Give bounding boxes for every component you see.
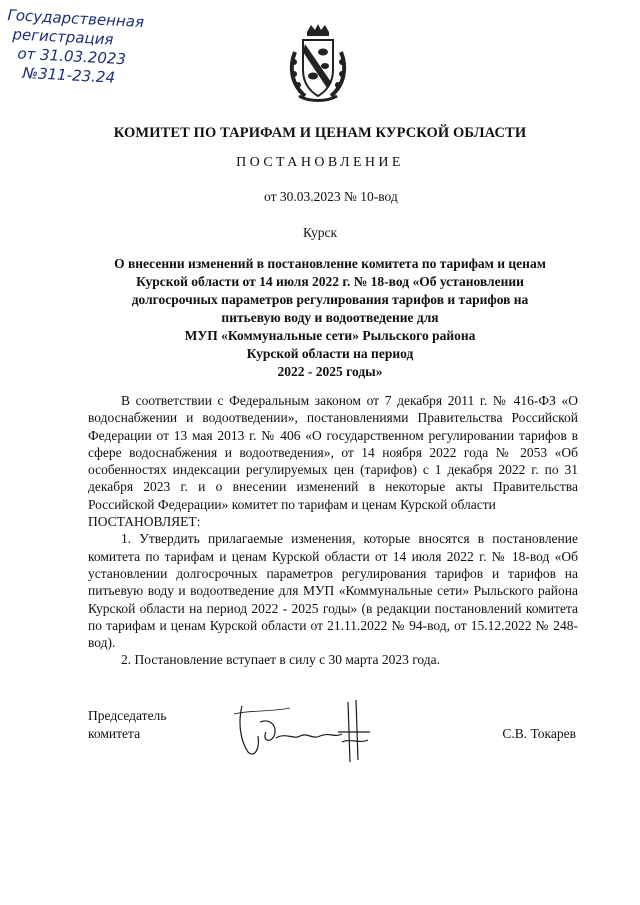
resolution-item-1: 1. Утвердить прилагаемые изменения, которые вносятся в постановление комитета по тарифам и ценам Курской области от 14 июля 2022 г. № 18-вод «Об установлении долгосрочных параметров регулирования тарифов и тарифов на питьевую воду и водоотведение для МУП «Коммунальные сети» Рыльского района Курской области на период 2022 - 2025 годы» (в редакции постановлений комитета по тарифам и ценам Курской области от 21.11.2022 № 94-вод, от 15.12.2022 № 248-вод). [88, 531, 578, 651]
organization-name: КОМИТЕТ ПО ТАРИФАМ И ЦЕНАМ КУРСКОЙ ОБЛАСТИ [113, 125, 527, 141]
document-city: Курск [302, 225, 338, 240]
document-date-number: от 30.03.2023 № 10-вод [264, 189, 398, 204]
title-line: Курской области на период [246, 346, 414, 361]
title-line: 2022 - 2025 годы» [277, 364, 383, 379]
title-line: питьевую воду и водоотведение для [221, 310, 439, 325]
title-line: Курской области от 14 июля 2022 г. № 18-вод «Об установлении [136, 274, 524, 289]
preamble-paragraph: В соответствии с Федеральным законом от 7 декабря 2011 г. № 416-ФЗ «О водоснабжении и водоотведении», постановлениями Правительства Российской Федерации от 13 мая 2013 г. № 406 «О государственном регулировании тарифов в сфере водоснабжения и водоотведения», от 14 ноября 2022 года № 2053 «Об особенностях индексации регулируемых цен (тарифов) с 1 декабря 2022 г. по 31 декабря 2023 г. и о внесении изменений в некоторые акты Правительства Российской Федерации» комитет по тарифам и ценам Курской области [88, 393, 578, 512]
title-line: МУП «Коммунальные сети» Рыльского района [184, 328, 476, 343]
title-line: долгосрочных параметров регулирования тарифов и тарифов на [131, 292, 529, 307]
title-line: О внесении изменений в постановление комитета по тарифам и ценам [114, 256, 546, 271]
position-line: Председатель [88, 708, 167, 723]
document-body [88, 392, 578, 669]
resolution-item-2: 2. Постановление вступает в силу с 30 марта 2023 года. [121, 652, 441, 668]
signatory-position [88, 707, 166, 743]
document-type: ПОСТАНОВЛЕНИЕ [236, 155, 404, 170]
position-line: комитета [88, 726, 141, 741]
resolves-heading: ПОСТАНОВЛЯЕТ: [88, 514, 201, 530]
stamp-line: Государственная [7, 6, 145, 32]
document-title [80, 255, 580, 381]
signature-block [88, 707, 578, 767]
signatory-name: С.В. Токарев [502, 726, 576, 741]
stamp-line: регистрация [12, 25, 114, 49]
stamp-line: №311-23.24 [22, 63, 116, 87]
coat-of-arms-icon [285, 22, 351, 104]
stamp-line: от 31.03.2023 [17, 44, 127, 69]
registration-stamp [4, 6, 158, 90]
